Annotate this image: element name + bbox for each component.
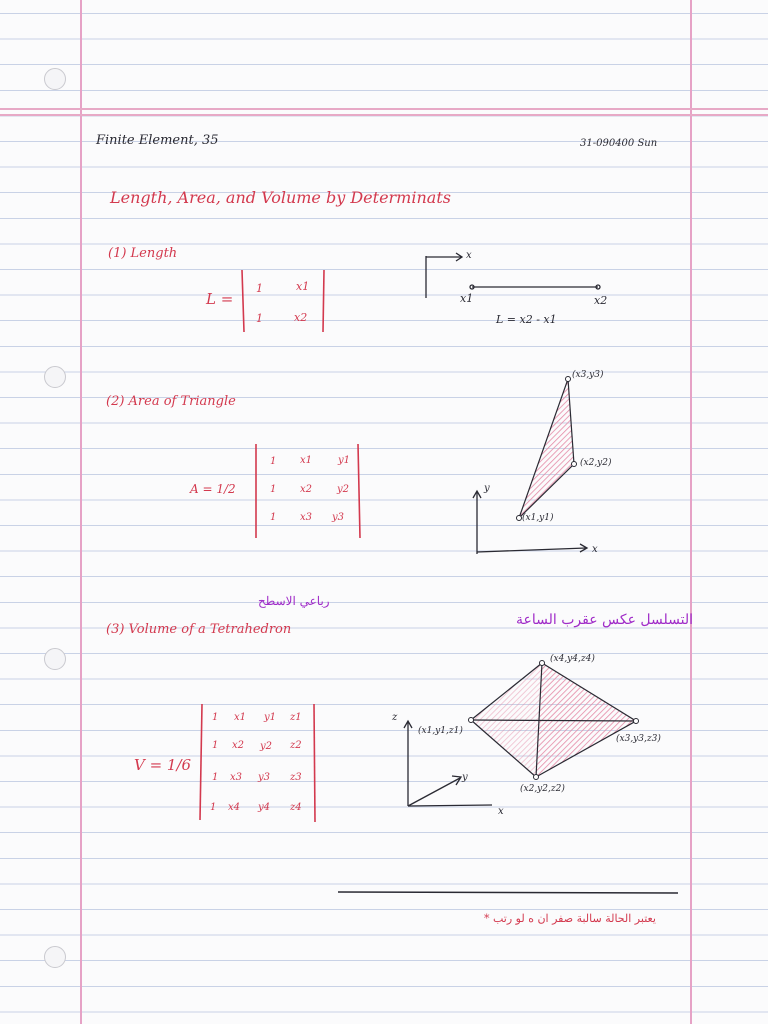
area-r3c2: x3: [300, 512, 313, 523]
volume-y-axis: [408, 778, 460, 806]
footer-note-arabic: * يعتبر الحالة سالبة صفر ان ه لو رتب: [484, 912, 656, 925]
volume-r1c4: z1: [290, 712, 302, 723]
volume-lhs: V = 1/6: [134, 756, 192, 774]
volume-axis-y-label: y: [462, 772, 468, 783]
length-r1c2: x1: [296, 280, 310, 293]
length-heading: (1) Length: [108, 246, 178, 261]
volume-r2c1: 1: [212, 740, 219, 751]
volume-r4c4: z4: [290, 802, 302, 813]
area-heading: (2) Area of Triangle: [106, 394, 236, 409]
volume-r1c1: 1: [212, 712, 219, 723]
area-r2c2: x2: [300, 484, 313, 495]
volume-r2c3: y2: [260, 741, 273, 752]
volume-r2c2: x2: [232, 740, 245, 751]
area-axis-y-label: y: [484, 483, 490, 494]
header-left: Finite Element, 35: [96, 133, 219, 148]
area-axis-x-label: x: [592, 544, 598, 555]
volume-r3c3: y3: [258, 772, 271, 783]
length-axis-label: x: [466, 250, 472, 261]
volume-r4c1: 1: [210, 802, 217, 813]
tetrahedron-note-arabic: رباعي الاسطح: [258, 594, 330, 608]
area-r1c2: x1: [300, 455, 313, 466]
area-r2c1: 1: [270, 484, 277, 495]
volume-r1c2: x1: [234, 712, 247, 723]
length-r2c1: 1: [256, 312, 263, 325]
length-equation: L = x2 - x1: [496, 313, 557, 326]
area-r1c1: 1: [270, 456, 277, 467]
volume-det-left-bar: [200, 704, 202, 820]
length-pt2-label: x2: [594, 294, 608, 307]
area-vertex-2-label: (x2,y2): [580, 458, 612, 468]
counterclockwise-note-arabic: التسلسل عكس عقرب الساعة: [516, 612, 693, 628]
area-lhs: A = 1/2: [190, 482, 236, 496]
volume-r3c1: 1: [212, 772, 219, 783]
volume-heading: (3) Volume of a Tetrahedron: [106, 622, 292, 637]
length-pt1-label: x1: [460, 292, 474, 305]
volume-r1c3: y1: [264, 712, 277, 723]
volume-r4c3: y4: [258, 802, 271, 813]
length-det-left-bar: [242, 270, 244, 332]
volume-axis-x-label: x: [498, 806, 504, 817]
area-triangle: [519, 379, 574, 518]
area-x-axis: [477, 548, 586, 552]
volume-vertex-3-label: (x3,y3,z3): [616, 734, 661, 744]
length-det-right-bar: [323, 270, 324, 332]
volume-x-axis: [408, 805, 492, 806]
length-lhs: L =: [206, 290, 234, 308]
area-r1c3: y1: [338, 455, 351, 466]
bottom-separator-line: [338, 892, 678, 893]
volume-r3c2: x3: [230, 772, 243, 783]
area-r3c3: y3: [332, 512, 345, 523]
volume-r2c4: z2: [290, 740, 302, 751]
area-r2c3: y2: [337, 484, 350, 495]
volume-r4c2: x4: [228, 802, 241, 813]
volume-axis-z-label: z: [392, 712, 398, 723]
volume-vertex-1-label: (x1,y1,z1): [418, 726, 463, 736]
length-r2c2: x2: [294, 311, 308, 324]
volume-det-right-bar: [314, 704, 315, 822]
volume-vertex-2-label: (x2,y2,z2): [520, 784, 565, 794]
volume-r3c4: z3: [290, 772, 302, 783]
page-title: Length, Area, and Volume by Determinats: [110, 188, 451, 207]
area-det-right-bar: [358, 444, 360, 538]
header-right: 31-090400 Sun: [580, 138, 658, 149]
area-r3c1: 1: [270, 512, 277, 523]
area-vertex-1-label: (x1,y1): [522, 513, 554, 523]
area-vertex-3-label: (x3,y3): [572, 370, 604, 380]
volume-vertex-4-label: (x4,y4,z4): [550, 654, 595, 664]
length-r1c1: 1: [256, 282, 263, 295]
